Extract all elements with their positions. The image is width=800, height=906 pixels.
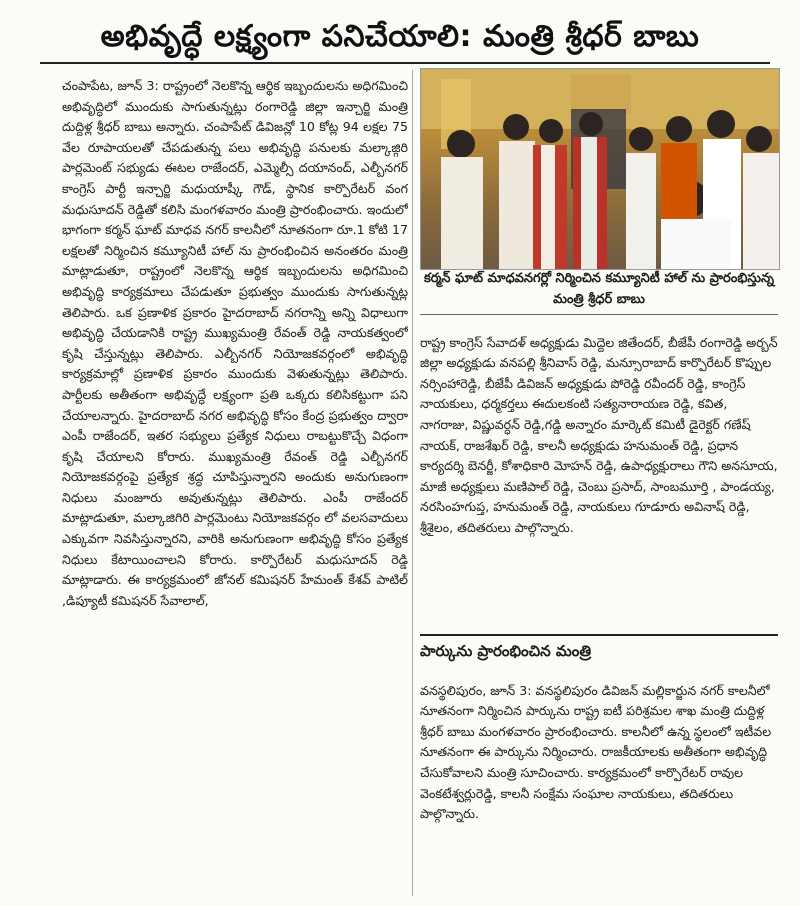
sub-article-body [420,668,778,898]
article-body-left-text: చంపాపేట, జూన్ 3: రాష్ట్రంలో నెలకొన్న ఆర్థిక ఇబ్బందులను అధిగమించి అభివృద్ధిలో ముందుకు సాగుతున్నట్లు రంగారెడ్డి జిల్లా ఇన్చార్జి మంత్రి దుద్దిళ్ల శ్రీధర్ బాబు అన్నారు. చంపాపేట్ డివిజన్లో 10 కోట్ల 94 లక్షల 75 వేల రూపాయలతో చేపడుతున్న పలు అభివృద్ధి పనులకు మల్కాజ్గిరి పార్లమెంట్ సభ్యుడు ఈటల రాజేందర్, ఎమ్మెల్సీ దయానంద్, ఎల్బీనగర్ కాంగ్రెస్ పార్టీ ఇన్చార్జి మధుయాష్కీ గౌడ్, స్థానిక కార్పొరేటర్ వంగ మధుసూదన్ రెడ్డితో కలిసి మంగళవారం మంత్రి ప్రారంభించారు. ఇందులో భాగంగా కర్మన్ ఘాట్ మాధవ నగర్ కాలనీలో నూతనంగా రూ.1 కోటి 17 లక్షలతో నిర్మించిన కమ్యూనిటీ హాల్ ను ప్రారంభించిన అనంతరం మంత్రి మాట్లాడుతూ, రాష్ట్రంలో నెలకొన్న ఆర్థిక ఇబ్బందులను అధిగమించి అభివృద్ధి కార్యక్రమాలు చేపడుతూ ప్రభుత్వం ముందుకు సాగుతున్నట్ల తెలిపారు. ఒక ప్రణాళిక ప్రకారం హైదరాబాద్ నగరాన్ని అన్ని విధాలుగా అభివృద్ధి చేయడానికి రాష్ట్ర ముఖ్యమంత్రి రేవంత్ రెడ్డి నాయకత్వంలో కృషి చేస్తున్నట్లు తెలిపారు. ఎల్బీనగర్ నియోజకవర్గంలో అభివృద్ధి కార్యక్రమాల్లో ప్రణాళిక ప్రకారం ముందుకు వెళుతున్నట్లు తెలిపారు. పార్టీలకు అతీతంగా అభివృద్ధే లక్ష్యంగా ప్రతి ఒక్కరు కలిసికట్టుగా పని చేయాలన్నారు. హైదరాబాద్ నగర అభివృద్ధి కోసం కేంద్ర ప్రభుత్వం ద్వారా ఎంపీ రాజేందర్, ఇతర సభ్యులు ప్రత్యేక నిధులు రాబట్టుకొచ్చే విధంగా కృషి చేయాలని కోరారు. ముఖ్యమంత్రి రేవంత్ రెడ్డి ఎల్బీనగర్ నియోజకవర్గంపై ప్రత్యేక శ్రద్ధ చూపిస్తున్నారని అందుకు అనుగుణంగా నిధులు మంజూరు అవుతున్నట్లు తెలిపారు. ఎంపీ రాజేందర్ మాట్లాడుతూ, మల్కాజిగిరి పార్లమెంటు నియోజకవర్గం లో వలసవాదులు ఎక్కువగా నివసిస్తున్నారని, వారికి అనుగుణంగా అభివృద్ధి కోసం ప్రత్యేక నిధులు కేటాయించాలని కోరారు. కార్పొరేటర్ మధుసూదన్ రెడ్డి మాట్లాడారు. ఈ కార్యక్రమంలో జోనల్ కమిషనర్ హేమంత్ కేశవ్ పాటిల్ ,డిప్యూటీ కమిషనర్ సేవాలాల్, [62,78,408,608]
article-body-right-column [420,320,778,620]
article-body-left-column [62,76,408,896]
column-divider [412,70,413,896]
sub-article-headline: పార్కును ప్రారంభించిన మంత్రి [420,634,778,664]
sub-article-body-text: వనస్థలిపురం, జూన్ 3: వనస్థలిపురం డివిజన్ మల్లికార్జున నగర్ కాలనీలో నూతనంగా నిర్మించిన పార్కును రాష్ట్ర ఐటీ పరిశ్రమల శాఖ మంత్రి దుద్దిళ్ల శ్రీధర్ బాబు మంగళవారం ప్రారంభించారు. కాలనీలో ఉన్న స్థలంలో ఇటీవల నూతనంగా ఈ పార్కును నిర్మించారు. రాజకీయాలకు అతీతంగా అభివృద్ధి చేసుకోవాలని మంత్రి సూచించారు. కార్యక్రమంలో కార్పొరేటర్ రావుల వెంకటేశ్వర్లురెడ్డి, కాలనీ సంక్షేమ సంఘాల నాయకులు, తదితరులు పాల్గొన్నారు. [420,682,772,822]
event-photo [420,68,780,270]
event-photo-illustration [421,69,779,269]
headline-divider [40,62,770,64]
article-body-right-text: రాష్ట్ర కాంగ్రెస్ సేవాదళ్ అధ్యక్షుడు మిద్దెల జితేందర్, బీజేపీ రంగారెడ్డి అర్బన్ జిల్లా అధ్యక్షుడు వనపల్లి శ్రీనివాస్ రెడ్డి, మన్సూరాబాద్ కార్పొరేటర్ కొప్పుల నర్సింహారెడ్డి, బీజేపీ డివిజన్ అధ్యక్షుడు పోరెడ్డి రవీందర్ రెడ్డి, కాంగ్రెస్ నాయకులు, ధర్మకర్తలు ఈదులకంటి సత్యనారాయణ రెడ్డి, కవిత, నాగరాజు, విష్ణువర్ధన్ రెడ్డి,గడ్డి అన్నారం మార్కెట్ కమిటీ డైరెక్టర్ గణేష్ నాయక్, రాజశేఖర్ రెడ్డి, కాలనీ అధ్యక్షుడు హనుమంత్ రెడ్డి, ప్రధాన కార్యదర్శి బెనర్జీ, కోశాధికారి మోహన్ రెడ్డి, ఉపాధ్యక్షురాలు గౌని అనసూయ, మాజీ అధ్యక్షులు మణిపాల్ రెడ్డి, చెంబు ప్రసాద్, సాంబమూర్తి , పాండయ్య, నరసింహగుప్త, హనుమంత్ రెడ్డి, నాయకులు గూడూరు అవినాష్ రెడ్డి, శ్రీశైలం, తదితరులు పాల్గొన్నారు. [420,334,778,535]
photo-caption: కర్మన్ ఘాట్ మాధవనగర్లో నిర్మించిన కమ్యూనిటీ హాల్ ను ప్రారంభిస్తున్న మంత్రి శ్రీధర్ బాబు [420,268,778,315]
article-headline: అభివృద్ధే లక్ష్యంగా పనిచేయాలి: మంత్రి శ్రీధర్ బాబు [100,19,700,54]
